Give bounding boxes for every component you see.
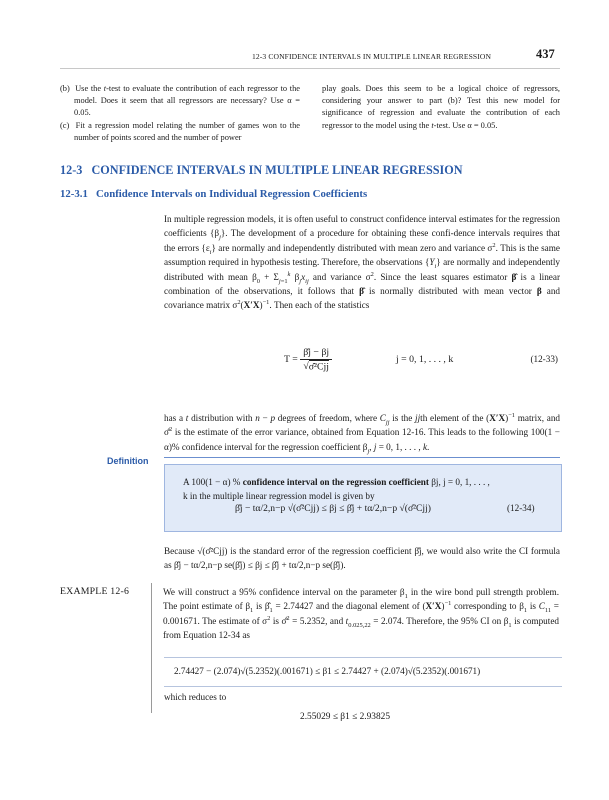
- reduces-text: which reduces to: [164, 692, 227, 702]
- section-heading: 12-3 CONFIDENCE INTERVALS IN MULTIPLE LINEAR REGRESSION: [60, 163, 463, 177]
- exercise-c-continued: play goals. Does this seem to be a logical choice of regressors, considering your answer to part (b)? Test this new model for significance of regression and evaluate the contribution of each regressor to the model using the t-test. Use α = 0.05.: [322, 84, 560, 130]
- subsection-heading: 12-3.1 Confidence Intervals on Individual Regression Coefficients: [60, 188, 368, 200]
- equation-number: (12-33): [530, 354, 558, 364]
- ci-computation: 2.74427 − (2.074)√(5.2352)(.001671) ≤ β1 ≤ 2.74427 + (2.074)√(5.2352)(.001671): [164, 657, 562, 687]
- distribution-paragraph: has a t distribution with n − p degrees of freedom, where $C_{jj}$ is the jjth element of the $(X'X)^{-1}$ matrix, and σ̂$^2$ is the estimate of the error variance, obtained from Equation 12-16. This leads to the following 100(1 − α)% confidence interval for the regression coefficient $\beta_j$, j = 0, 1, . . . , k.: [164, 411, 561, 455]
- ci-result: 2.55029 ≤ β1 ≤ 2.93825: [300, 712, 391, 722]
- equation-number: (12-34): [507, 503, 535, 513]
- running-header: 12-3 CONFIDENCE INTERVALS IN MULTIPLE LINEAR REGRESSION: [252, 52, 492, 61]
- header-rule: [60, 68, 560, 69]
- example-rule: [151, 583, 152, 713]
- definition-formula: β̂j − tα/2,n−p √(σ̂²Cjj) ≤ βj ≤ β̂j + tα/2,n−p √(σ̂²Cjj): [235, 503, 431, 514]
- page-number: 437: [536, 47, 555, 61]
- t-statistic-fraction: $\frac{\betâj - \beta j}{\text{√σ̂²Cjj}}$: [300, 347, 332, 372]
- definition-box: A 100(1 − α) % confidence interval on the regression coefficient βj, j = 0, 1, . . . , k in the multiple linear regression model is given by β̂j − tα/2,n−p √(σ̂²Cjj) ≤ βj ≤ β̂j + tα/2,n−p √(σ̂²Cjj) (12-34): [164, 464, 562, 532]
- exercise-b: (b) Use the t-test to evaluate the contribution of each regressor to the model. Does it seem that all regressors are necessary? Use α = 0.05.: [60, 84, 300, 118]
- example-label: EXAMPLE 12-6: [60, 586, 130, 597]
- equation-12-33: T = $\frac{\betâj - \beta j}{\text{√σ̂²Cjj}}$ j = 0, 1, . . . , k (12-33): [284, 347, 558, 372]
- exercise-c: (c) Fit a regression model relating the number of games won to the number of points scored and the number of power: [60, 120, 300, 142]
- intro-paragraph: In multiple regression models, it is often useful to construct confidence interval estimates for the regression coefficients $\{\beta_j\}$. The development of a procedure for obtaining these confi-dence intervals requires that the errors $\{\varepsilon_i\}$ are normally and independently distributed with mean zero and variance $\sigma^2$. This is the same assumption required in hypothesis testing. Therefore, the observations $\{Y_i\}$ are normally and independently distributed with mean $\beta_0 + \Sigma_{j=1}^k$ $\beta_jx_{ij}$ and variance $\sigma^2$. Since the least squares estimator β̂ is a linear combination of the observations, it follows that β̂ is normally distributed with mean vector β and covariance matrix $\sigma^2(X'X)^{-1}$. Then each of the statistics: [164, 214, 561, 311]
- example-text: We will construct a 95% confidence interval on the parameter $\beta_1$ in the wire bond pull strength problem. The point estimate of $\beta_1$ is $\betâ_1 = 2.74427$ and the diagonal element of $(X'X)^{-1}$ corresponding to $\beta_1$ is $C_{11} = 0.001671$. The estimate of $\sigma^2$ is σ̂$^2$ = 5.2352, and $t_{0.025,22} = 2.074$. Therefore, the 95% CI on $\beta_1$ is computed from Equation 12-34 as: [163, 587, 559, 641]
- definition-rule: [164, 457, 560, 458]
- exercise-left-column: [60, 83, 300, 144]
- exercise-right-column: [322, 83, 560, 132]
- definition-label: Definition: [107, 456, 149, 466]
- standard-error-paragraph: Because √(σ̂²Cjj) is the standard error of the regression coefficient β̂j, we would also write the CI formula as β̂j − tα/2,n−p se(β̂j) ≤ βj ≤ β̂j + tα/2,n−p se(β̂j).: [164, 546, 560, 571]
